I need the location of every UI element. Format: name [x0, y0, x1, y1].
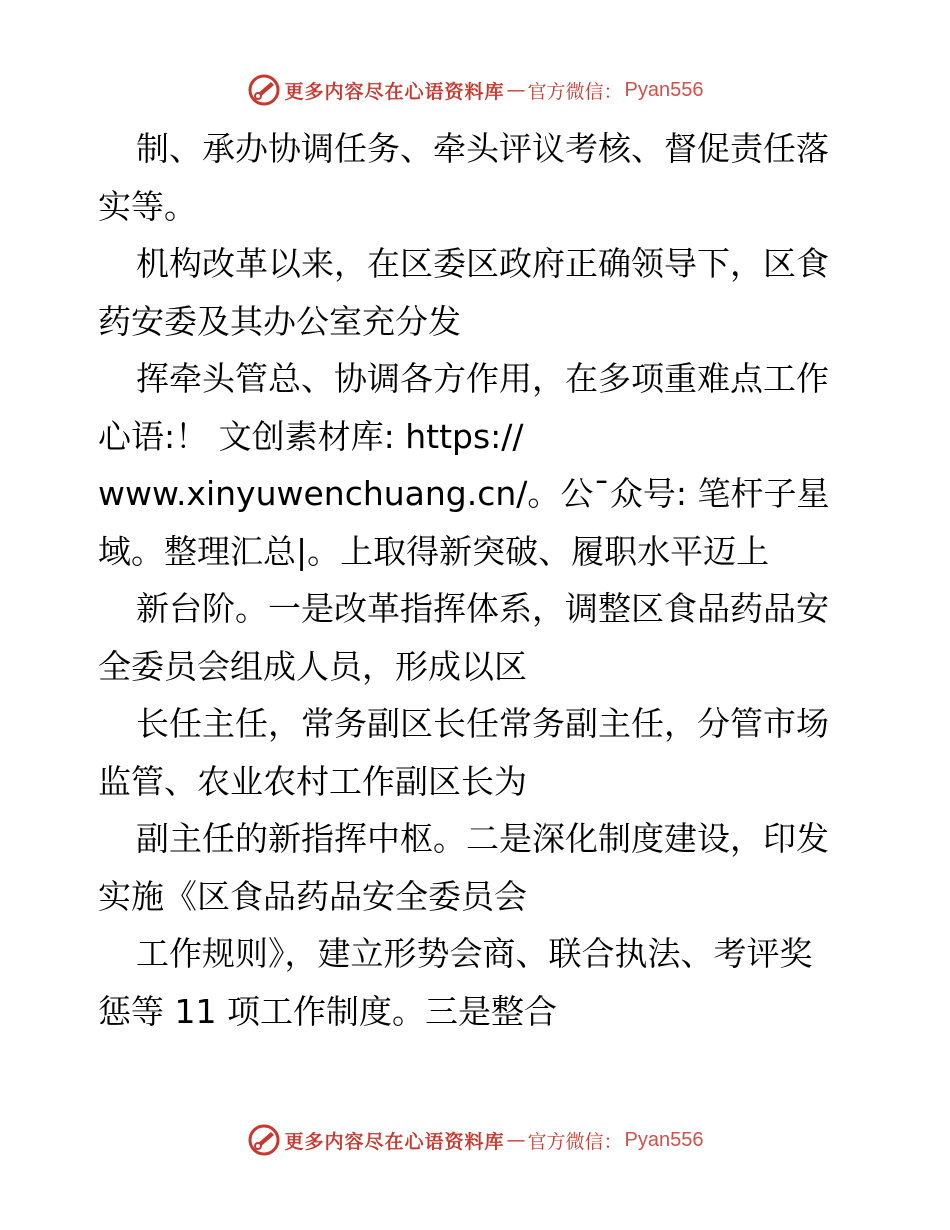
body-line: 心语:！ 文创素材库: https://: [98, 416, 524, 456]
banner-main-text: 更多内容尽在心语资料库: [284, 1130, 505, 1153]
brand-logo-icon: [247, 73, 281, 107]
body-line: 工作规则》，建立形势会商、联合执法、考评奖: [136, 934, 813, 973]
body-line: 药安委及其办公室充分发: [98, 301, 461, 341]
banner-wechat-id: Pyan556: [624, 78, 704, 101]
brand-logo-icon: [247, 1123, 281, 1157]
body-line: 实等。: [98, 186, 197, 226]
banner-separator: —: [506, 1129, 526, 1151]
banner-wechat-label: 官方微信：: [527, 80, 623, 103]
body-line: 制、承办协调任务、牵头评议考核、督促责任落: [136, 129, 829, 168]
body-line: 副主任的新指挥中枢。二是深化制度建设，印发: [136, 819, 829, 858]
banner-wechat-id: Pyan556: [624, 1128, 704, 1151]
document-body: [98, 120, 858, 1040]
body-line: 机构改革以来，在区委区政府正确领导下，区食: [136, 244, 829, 283]
body-line: 长任主任，常务副区长任常务副主任，分管市场: [136, 704, 829, 743]
header-banner: [0, 70, 950, 110]
body-line: 实施《区食品药品安全委员会: [98, 876, 527, 916]
body-line: 挥牵头管总、协调各方作用，在多项重难点工作: [136, 359, 829, 398]
body-line: 全委员会组成人员，形成以区: [98, 646, 527, 686]
banner-wechat-label: 官方微信：: [527, 1130, 623, 1153]
body-line: 监管、农业农村工作副区长为: [98, 761, 527, 801]
body-line: 新台阶。一是改革指挥体系，调整区食品药品安: [136, 589, 829, 628]
banner-separator: —: [506, 79, 526, 101]
body-line: 域。整理汇总|。上取得新突破、履职水平迈上: [98, 531, 770, 571]
banner-main-text: 更多内容尽在心语资料库: [284, 80, 505, 103]
footer-banner: [0, 1120, 950, 1160]
body-line: 惩等 11 项工作制度。三是整合: [98, 991, 557, 1031]
body-line: www.xinyuwenchuang.cn/。公¯众号: 笔杆子星: [98, 474, 830, 513]
